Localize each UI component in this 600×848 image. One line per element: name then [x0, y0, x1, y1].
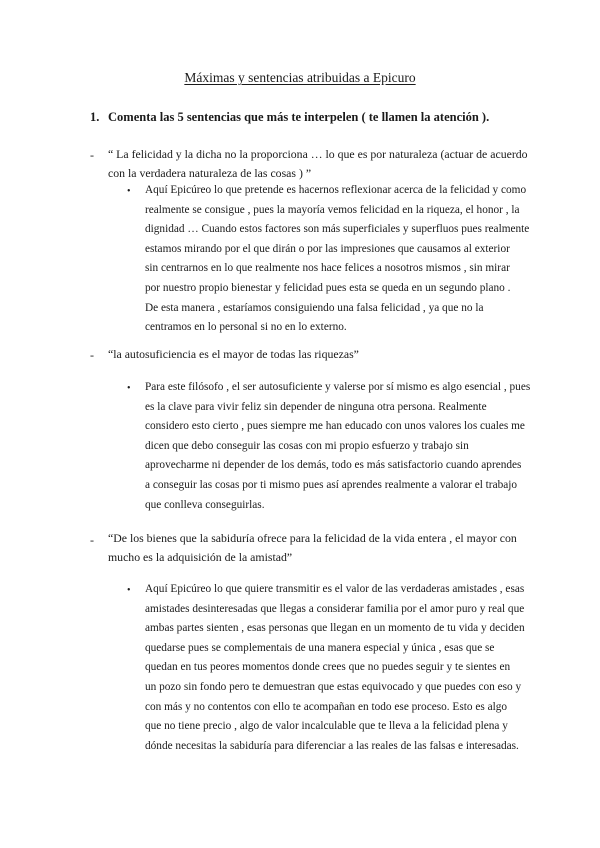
question-number: 1.: [90, 110, 100, 124]
quote-line: con la verdadera naturaleza de las cosas ) ”: [108, 165, 312, 180]
comment-line: Aquí Epicúreo lo que pretende es hacernos reflexionar acerca de la felicidad y como: [145, 184, 527, 196]
comment-line: quedarse pues se complementais de una manera especial y única , esas que se: [145, 641, 495, 654]
document-title: Máximas y sentencias atribuidas a Epicuro: [184, 70, 416, 85]
comment-line: por nuestro propio bienestar y felicidad pues esta se queda en un segundo plano .: [145, 281, 511, 294]
comment-line: amistades desinteresadas que llegas a considerar familia por el amor puro y real que: [145, 602, 525, 615]
comment-line: que no tiene precio , algo de valor incalculable que te lleva a la felicidad plena y: [145, 720, 508, 733]
comment-line: realmente se consigue , pues la mayoría vemos felicidad en la riqueza, el honor , la: [145, 203, 520, 216]
comment-line: que conlleva conseguirlas.: [145, 498, 265, 511]
comment-line: De esta manera , estaríamos consiguiendo una falsa felicidad , ya que no la: [145, 301, 484, 314]
quote-line: “ La felicidad y la dicha no la proporciona … lo que es por naturaleza (actuar de acuerdo: [108, 147, 528, 161]
comment-line: un pozo sin fondo pero te demuestran que estas equivocado y que puedes con eso y: [145, 680, 522, 693]
quote-line: “De los bienes que la sabiduría ofrece para la felicidad de la vida entera , el mayor con: [108, 531, 517, 545]
quote-line: “la autosuficiencia es el mayor de todas las riquezas”: [108, 347, 359, 361]
comment-line: ambas partes sienten , esas personas que llegan en un momento de tu vida y deciden: [145, 622, 525, 635]
comment-line: estamos mirando por el que dirán o por las impresiones que causamos al exterior: [145, 242, 510, 255]
question-heading: [90, 110, 489, 125]
section-1-quote: [108, 145, 528, 182]
quote-line: mucho es la adquisición de la amistad”: [108, 549, 293, 564]
comment-line: a conseguir las cosas por ti mismo pues así aprendes realmente a valorar el trabajo: [145, 478, 518, 491]
comment-line: dicen que debo conseguir las cosas con mi propio esfuerzo y trabajo sin: [145, 439, 469, 452]
comment-line: Para este filósofo , el ser autosuficiente y valerse por sí mismo es algo esencial , pues: [145, 381, 531, 393]
comment-line: Aquí Epicúreo lo que quiere transmitir es el valor de las verdaderas amistades , esas: [145, 583, 525, 595]
comment-line: dignidad … Cuando estos factores son más superficiales y superfluos pues realmente: [145, 223, 530, 236]
comment-line: sin centrarnos en lo que realmente nos hace felices a nosotros mismos , sin mirar: [145, 262, 510, 275]
section-3-bullet: •: [127, 585, 131, 596]
section-3-quote: [108, 529, 528, 566]
comment-line: aprovecharme ni depender de los demás, todo es más satisfactorio cuando aprendes: [145, 459, 522, 472]
comment-line: quedan en tus peores momentos donde crees que no puedes seguir y te sientes en: [145, 661, 511, 674]
section-3-dash: -: [90, 533, 94, 547]
section-2-comment: [145, 378, 531, 515]
comment-line: es la clave para vivir feliz sin depender de ninguna otra persona. Realmente: [145, 400, 487, 413]
section-1-comment: [145, 181, 530, 338]
comment-line: con más y no contentos con ello te acompañan en todo ese proceso. Esto es algo: [145, 700, 508, 713]
section-2-quote: [108, 345, 528, 364]
question-text: Comenta las 5 sentencias que más te interpelen ( te llamen la atención ).: [108, 110, 490, 124]
comment-line: dónde necesitas la sabiduría para diferenciar a las reales de las falsas e interesadas.: [145, 739, 519, 752]
section-2-bullet: •: [127, 383, 131, 394]
section-3-comment: [145, 580, 525, 756]
comment-line: considero esto cierto , pues siempre me han educado con unos valores los cuales me: [145, 420, 525, 433]
section-1-bullet: •: [127, 186, 131, 197]
comment-line: centramos en lo personal si no en lo externo.: [145, 321, 347, 334]
section-1-dash: -: [90, 148, 94, 162]
section-2-dash: -: [90, 348, 94, 362]
